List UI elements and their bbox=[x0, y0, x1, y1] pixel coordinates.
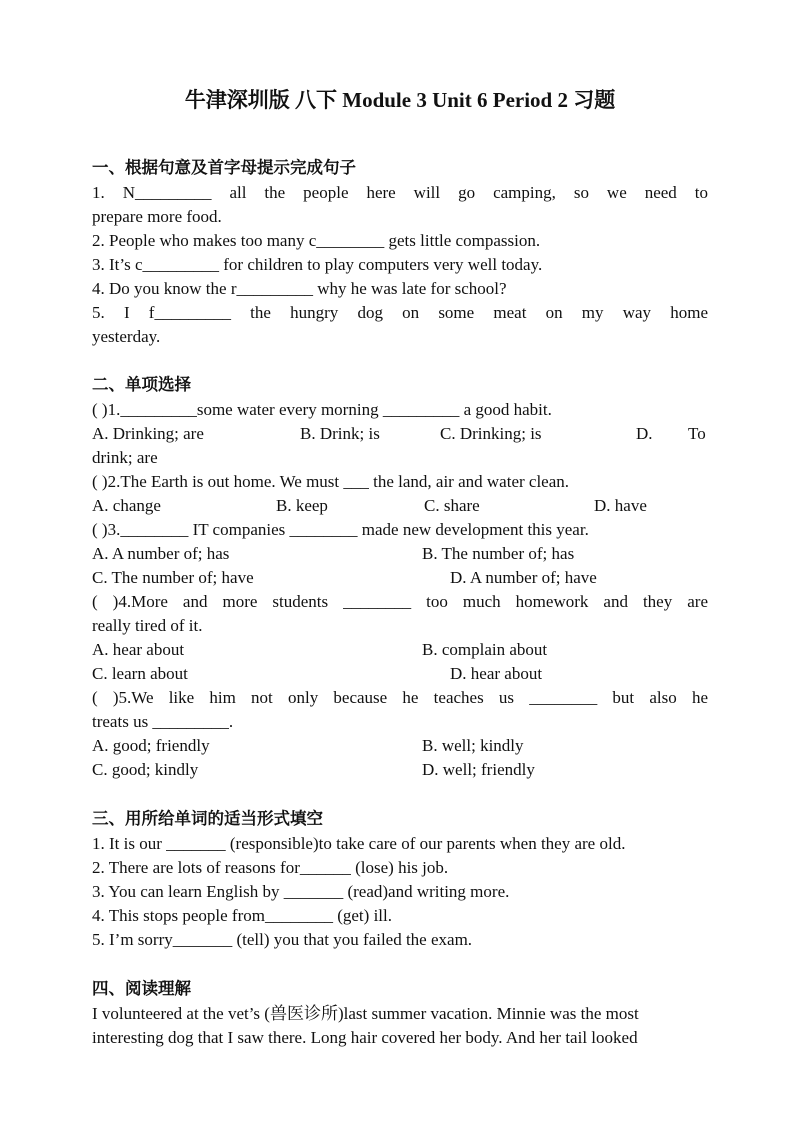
option: A. good; friendly bbox=[92, 736, 210, 755]
exercise-line: 4. This stops people from________ (get) ill. bbox=[92, 906, 392, 925]
reading-text-line: interesting dog that I saw there. Long hair covered her body. And her tail looked bbox=[92, 1028, 638, 1047]
option: C. good; kindly bbox=[92, 760, 199, 779]
option: B. Drink; is bbox=[300, 424, 380, 443]
option-continued: drink; are bbox=[92, 448, 158, 467]
exercise-line: 5. I’m sorry_______ (tell) you that you failed the exam. bbox=[92, 930, 473, 949]
exercise-line: 2. There are lots of reasons for______ (lose) his job. bbox=[92, 858, 449, 877]
exercise-line: 3. You can learn English by _______ (read)and writing more. bbox=[92, 882, 510, 901]
option: B. complain about bbox=[422, 640, 548, 659]
exercise-line: 5. I f_________ the hungry dog on some meat on my way home bbox=[92, 303, 708, 322]
option: C. Drinking; is bbox=[440, 424, 542, 443]
option: A. hear about bbox=[92, 640, 185, 659]
exercise-line: prepare more food. bbox=[92, 207, 222, 226]
question-4: ( )4.More and more students ________ too much homework and they are bbox=[92, 592, 708, 611]
option: B. The number of; has bbox=[422, 544, 575, 563]
option: C. The number of; have bbox=[92, 568, 254, 587]
option: B. well; kindly bbox=[422, 736, 524, 755]
question-4-continued: really tired of it. bbox=[92, 616, 203, 635]
option: D. A number of; have bbox=[450, 568, 597, 587]
exercise-line: 2. People who makes too many c________ gets little compassion. bbox=[92, 231, 541, 250]
question-5: ( )5.We like him not only because he teaches us ________ but also he bbox=[92, 688, 708, 707]
option: A. Drinking; are bbox=[92, 424, 204, 443]
exercise-line: 1. It is our _______ (responsible)to take care of our parents when they are old. bbox=[92, 834, 626, 853]
page-title: 牛津深圳版 八下 Module 3 Unit 6 Period 2 习题 bbox=[184, 88, 616, 112]
question-2: ( )2.The Earth is out home. We must ___ the land, air and water clean. bbox=[92, 472, 570, 491]
option-continued: To bbox=[688, 424, 706, 443]
section-heading-4: 四、阅读理解 bbox=[92, 979, 191, 998]
option: D. bbox=[636, 424, 653, 443]
section-heading-1: 一、根据句意及首字母提示完成句子 bbox=[92, 158, 356, 177]
section-heading-3: 三、用所给单词的适当形式填空 bbox=[92, 809, 323, 828]
exercise-line: 4. Do you know the r_________ why he was late for school? bbox=[92, 279, 507, 298]
option: A. A number of; has bbox=[92, 544, 230, 563]
option: A. change bbox=[92, 496, 161, 515]
option: D. well; friendly bbox=[422, 760, 535, 779]
question-3: ( )3.________ IT companies ________ made new development this year. bbox=[92, 520, 589, 539]
exercise-line: 1. N_________ all the people here will go camping, so we need to bbox=[92, 183, 708, 202]
option: D. have bbox=[594, 496, 647, 515]
option: D. hear about bbox=[450, 664, 543, 683]
exercise-line: yesterday. bbox=[92, 327, 161, 346]
section-heading-2: 二、单项选择 bbox=[92, 375, 191, 394]
option: B. keep bbox=[276, 496, 328, 515]
exercise-line: 3. It’s c_________ for children to play computers very well today. bbox=[92, 255, 543, 274]
question-5-continued: treats us _________. bbox=[92, 712, 234, 731]
question-1: ( )1._________some water every morning _________ a good habit. bbox=[92, 400, 552, 419]
option: C. learn about bbox=[92, 664, 188, 683]
option: C. share bbox=[424, 496, 480, 515]
reading-text-line: I volunteered at the vet’s (兽医诊所)last summer vacation. Minnie was the most bbox=[92, 1004, 639, 1023]
